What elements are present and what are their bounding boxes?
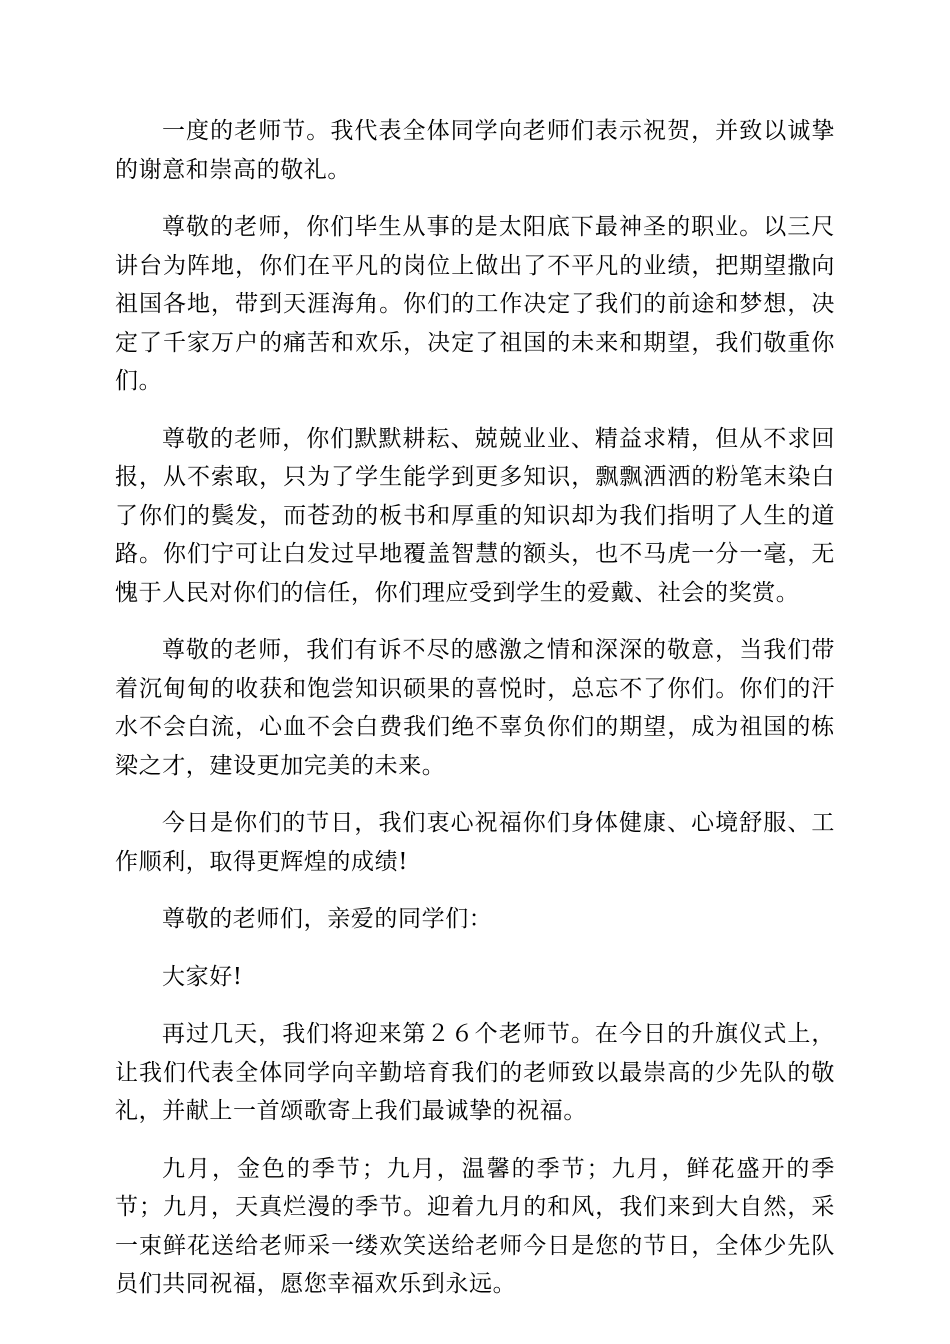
paragraph-8: 再过几天，我们将迎来第２６个老师节。在今日的升旗仪式上，让我们代表全体同学向辛勤培育我们的老师致以最崇高的少先队的敬礼，并献上一首颂歌寄上我们最诚挚的祝福。	[115, 1021, 835, 1124]
paragraph-3: 尊敬的老师，你们默默耕耘、兢兢业业、精益求精，但从不求回报，从不索取，只为了学生能学到更多知识，飘飘洒洒的粉笔末染白了你们的鬓发，而苍劲的板书和厚重的知识却为我们指明了人生的道路。你们宁可让白发过早地覆盖智慧的额头，也不马虎一分一毫，无愧于人民对你们的信任，你们理应受到学生的爱戴、社会的奖赏。	[115, 425, 835, 606]
paragraph-1: 一度的老师节。我代表全体同学向老师们表示祝贺，并致以诚挚的谢意和崇高的敬礼。	[115, 118, 835, 183]
paragraph-5: 今日是你们的节日，我们衷心祝福你们身体健康、心境舒服、工作顺利，取得更辉煌的成绩!	[115, 810, 835, 875]
paragraph-4: 尊敬的老师，我们有诉不尽的感激之情和深深的敬意，当我们带着沉甸甸的收获和饱尝知识硕果的喜悦时，总忘不了你们。你们的汗水不会白流，心血不会白费我们绝不辜负你们的期望，成为祖国的栋梁之才，建设更加完美的未来。	[115, 637, 835, 779]
hello-line: 大家好!	[162, 963, 243, 990]
paragraph-9: 九月，金色的季节；九月，温馨的季节；九月，鲜花盛开的季节；九月，天真烂漫的季节。迎着九月的和风，我们来到大自然，采一束鲜花送给老师采一缕欢笑送给老师今日是您的节日，全体少先队员们共同祝福，愿您幸福欢乐到永远。	[115, 1155, 835, 1297]
document-body	[115, 112, 835, 1323]
greeting-line: 尊敬的老师们，亲爱的同学们：	[162, 906, 493, 932]
paragraph-2: 尊敬的老师，你们毕生从事的是太阳底下最神圣的职业。以三尺讲台为阵地，你们在平凡的岗位上做出了不平凡的业绩，把期望撒向祖国各地，带到天涯海角。你们的工作决定了我们的前途和梦想，决定了千家万户的痛苦和欢乐，决定了祖国的未来和期望，我们敬重你们。	[115, 214, 835, 394]
